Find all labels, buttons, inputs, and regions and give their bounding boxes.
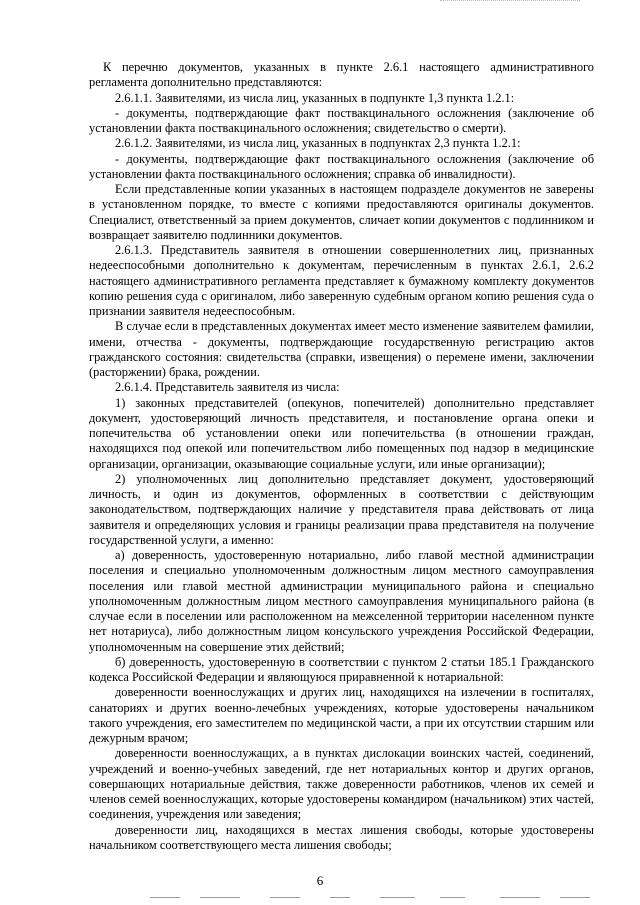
paragraph-military: доверенности военнослужащих, а в пунктах дислокации воинских частей, соединений, учреждений и военно-учебных заведений, где нет нотариальных контор и других органов, совершающих нотариальные действия, также доверенности работников, членов их семей и членов семей военнослужащих, которые удостоверены командиром (начальником) этих частей, соединения, учреждения или заведения; [89, 746, 594, 822]
paragraph-copies: Если представленные копии указанных в настоящем подразделе документов не заверены в установленном порядке, то вместе с копиями предоставляются оригиналы документов. Специалист, ответственный за прием документов, сличает копии документов с подлинником и возвращает заявителю подлинники документов. [89, 182, 594, 242]
paragraph-2-6-1-3: 2.6.1.3. Представитель заявителя в отношении совершеннолетних лиц, признанных недееспособными дополнительно к документам, перечисленным в пунктах 2.6.1, 2.6.2 настоящего административного регламента представляет к бумажному комплекту документов копию решения суда с оригиналом, либо заверенную судебным органом копию решения суда о признании заявителя недееспособным. [89, 243, 594, 318]
paragraph-dash-1: - документы, подтверждающие факт поствакцинального осложнения (заключение об установлении факта поствакцинального осложнения; свидетельство о смерти). [89, 105, 594, 135]
paragraph-item-1: 1) законных представителей (опекунов, попечителей) дополнительно представляет документ, удостоверяющий личность представителя, и постановление органа опеки и попечительства об установлении опеки или попечительства (в отношении граждан, находящихся под опекой или попечительством либо помещенных под надзор в медицинские организации, организации, оказывающие социальные услуги, или иные организации); [89, 395, 594, 471]
paragraph-dash-2: - документы, подтверждающие факт поствакцинального осложнения (заключение об установлении факта поствакцинального осложнения; справка об инвалидности). [89, 151, 594, 181]
paragraph-prison: доверенности лиц, находящихся в местах лишения свободы, которые удостоверены начальником соответствующего места лишения свободы; [89, 822, 594, 852]
page-number: 6 [316, 873, 324, 888]
document-body [89, 60, 594, 853]
scan-artifact-bottom [0, 893, 640, 905]
paragraph-item-b: б) доверенность, удостоверенную в соответствии с пунктом 2 статьи 185.1 Гражданского кодекса Российской Федерации и являющуюся приравненной к нотариальной: [89, 654, 594, 684]
paragraph-name-change: В случае если в представленных документах имеет место изменение заявителем фамилии, имени, отчества - документы, подтверждающие государственную регистрацию актов гражданского состояния: свидетельства (справки, извещения) о перемене имени, заключении (расторжении) брака, рождении. [89, 319, 594, 379]
paragraph-2-6-1-1: 2.6.1.1. Заявителями, из числа лиц, указанных в подпункте 1,3 пункта 1.2.1: [115, 90, 515, 105]
paragraph-2-6-1-4: 2.6.1.4. Представитель заявителя из числа: [115, 380, 340, 395]
paragraph-item-a: а) доверенность, удостоверенную нотариально, либо главой местной администрации поселения и специально уполномоченным должностным лицом местного самоуправления поселения или главой местной администрации муниципального района и специально уполномоченным должностным лицом местного самоуправления муниципального района (в случае если в поселении или расположенном на межселенной территории населенном пункте нет нотариуса), либо должностным лицом консульского учреждения Российской Федерации, уполномоченным на совершение этих действий; [89, 548, 594, 654]
scan-artifact [440, 0, 580, 5]
paragraph-item-2: 2) уполномоченных лиц дополнительно представляет документ, удостоверяющий личность, и один из документов, оформленных в соответствии с действующим законодательством, подтверждающих наличие у представителя права действовать от лица заявителя и определяющих условия и границы реализации права представителя на получение государственной услуги, а именно: [89, 471, 594, 547]
paragraph-2-6-1-2: 2.6.1.2. Заявителями, из числа лиц, указанных в подпунктах 2,3 пункта 1.2.1: [115, 136, 521, 151]
paragraph-intro: К перечню документов, указанных в пункте 2.6.1 настоящего административного регламента дополнительно представляются: [89, 60, 594, 90]
paragraph-hospital: доверенности военнослужащих и других лиц, находящихся на излечении в госпиталях, санаториях и других военно-лечебных учреждениях, которые удостоверены начальником такого учреждения, его заместителем по медицинской части, а при их отсутствии старшим или дежурным врачом; [89, 685, 594, 745]
